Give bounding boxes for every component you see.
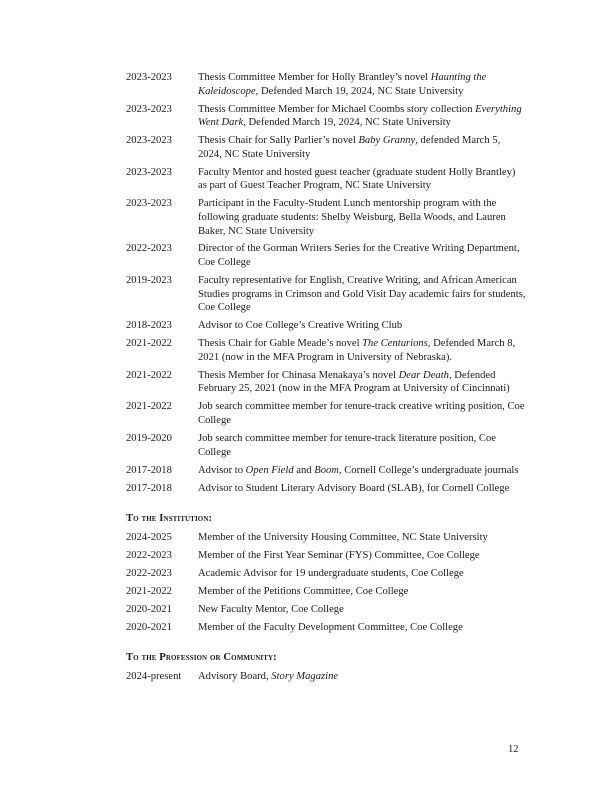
service-entry bbox=[126, 567, 526, 581]
entry-year: 2019-2023 bbox=[126, 275, 172, 287]
description-text: Faculty Mentor and hosted guest teacher (graduate student Holly Brantley) as part of Guest Teacher Program, NC State University bbox=[198, 166, 516, 192]
description-text: , Cornell College’s undergraduate journals bbox=[338, 464, 519, 476]
entry-description bbox=[198, 670, 526, 684]
section-heading-community: To the Profession or Community: bbox=[126, 651, 277, 663]
entry-year: 2022-2023 bbox=[126, 568, 172, 580]
italic-title: Boom bbox=[314, 464, 339, 476]
cv-page bbox=[126, 71, 526, 688]
service-entry bbox=[126, 274, 526, 315]
entry-year: 2023-2023 bbox=[126, 103, 172, 115]
entry-year: 2020-2021 bbox=[126, 604, 172, 616]
community-list bbox=[126, 670, 526, 684]
entry-year: 2017-2018 bbox=[126, 482, 172, 494]
service-entry bbox=[126, 400, 526, 427]
entry-description bbox=[198, 603, 526, 617]
entry-year: 2022-2023 bbox=[126, 550, 172, 562]
entry-description bbox=[198, 166, 526, 193]
description-text: Member of the University Housing Committee, NC State University bbox=[198, 532, 488, 544]
entry-year: 2022-2023 bbox=[126, 243, 172, 255]
description-text: , Defended March 19, 2024, NC State University bbox=[255, 85, 464, 97]
service-entry bbox=[126, 166, 526, 193]
service-entry bbox=[126, 319, 526, 333]
description-text: , Defended March 8, 2021 (now in the MFA Program in University of Nebraska). bbox=[198, 338, 516, 363]
entry-year: 2023-2023 bbox=[126, 166, 172, 178]
entry-description bbox=[198, 621, 526, 635]
service-entry bbox=[126, 134, 526, 161]
entry-year: 2020-2021 bbox=[126, 622, 172, 634]
service-entry bbox=[126, 603, 526, 617]
service-list bbox=[126, 71, 526, 495]
italic-title: Baby Granny bbox=[358, 135, 416, 147]
entry-year: 2019-2020 bbox=[126, 432, 172, 444]
entry-year: 2018-2023 bbox=[126, 320, 172, 332]
section-heading-institution: To the Institution: bbox=[126, 513, 213, 525]
entry-description bbox=[198, 369, 526, 396]
italic-title: Dear Death bbox=[398, 369, 449, 381]
description-text: Job search committee member for tenure-track literature position, Coe College bbox=[198, 432, 496, 458]
service-entry bbox=[126, 549, 526, 563]
service-entry bbox=[126, 242, 526, 269]
entry-year: 2021-2022 bbox=[126, 338, 172, 350]
description-text: Thesis Member for Chinasa Menakaya’s novel bbox=[198, 369, 399, 381]
description-text: Member of the Faculty Development Committee, Coe College bbox=[198, 622, 463, 634]
institution-list bbox=[126, 531, 526, 635]
service-entry bbox=[126, 531, 526, 545]
page-number: 12 bbox=[508, 744, 519, 755]
entry-description bbox=[198, 274, 526, 315]
entry-description bbox=[198, 319, 526, 333]
description-text: Thesis Chair for Sally Parlier’s novel bbox=[198, 135, 359, 147]
service-entry bbox=[126, 585, 526, 599]
service-entry bbox=[126, 103, 526, 130]
entry-description bbox=[198, 531, 526, 545]
service-entry bbox=[126, 197, 526, 238]
entry-year: 2021-2022 bbox=[126, 401, 172, 413]
entry-description bbox=[198, 242, 526, 269]
entry-year: 2023-2023 bbox=[126, 72, 172, 83]
service-entry bbox=[126, 482, 526, 496]
description-text: Advisor to Coe College’s Creative Writing Club bbox=[198, 320, 403, 332]
entry-description bbox=[198, 400, 526, 427]
description-text: , defended March 5, 2024, NC State University bbox=[198, 135, 501, 160]
description-text: Thesis Committee Member for Holly Brantley’s novel bbox=[198, 72, 431, 83]
entry-description bbox=[198, 71, 526, 98]
service-entry bbox=[126, 670, 526, 684]
description-text: Advisory Board, bbox=[198, 670, 272, 682]
entry-year: 2024-present bbox=[126, 670, 182, 682]
service-entry bbox=[126, 621, 526, 635]
description-text: New Faculty Mentor, Coe College bbox=[198, 604, 344, 616]
italic-title: Open Field bbox=[245, 464, 294, 476]
description-text: Academic Advisor for 19 undergraduate students, Coe College bbox=[198, 568, 464, 580]
service-entry bbox=[126, 337, 526, 364]
entry-description bbox=[198, 464, 526, 478]
description-text: Member of the Petitions Committee, Coe College bbox=[198, 586, 409, 598]
entry-description bbox=[198, 197, 526, 238]
service-entry bbox=[126, 464, 526, 478]
italic-title: The Centurions bbox=[362, 338, 428, 350]
italic-title: Everything Went Dark bbox=[198, 103, 522, 129]
description-text: Participant in the Faculty-Student Lunch mentorship program with the following graduate students: Shelby Weisburg, Bella Woods, and Lauren Baker, NC State University bbox=[198, 198, 506, 237]
entry-description bbox=[198, 134, 526, 161]
italic-title: Story Magazine bbox=[271, 670, 339, 682]
entry-description bbox=[198, 585, 526, 599]
description-text: Thesis Committee Member for Michael Coombs story collection bbox=[198, 103, 476, 115]
description-text: Director of the Gorman Writers Series for the Creative Writing Department, Coe College bbox=[198, 243, 520, 269]
description-text: Advisor to bbox=[198, 464, 246, 476]
description-text: and bbox=[293, 464, 315, 476]
entry-description bbox=[198, 482, 526, 496]
service-entry bbox=[126, 71, 526, 98]
entry-year: 2021-2022 bbox=[126, 586, 172, 598]
entry-year: 2017-2018 bbox=[126, 464, 172, 476]
entry-description bbox=[198, 432, 526, 459]
italic-title: Haunting the Kaleidoscope bbox=[198, 72, 487, 97]
entry-year: 2021-2022 bbox=[126, 369, 172, 381]
description-text: Job search committee member for tenure-track creative writing position, Coe College bbox=[198, 401, 525, 426]
entry-year: 2023-2023 bbox=[126, 135, 172, 147]
entry-description bbox=[198, 549, 526, 563]
entry-year: 2024-2025 bbox=[126, 532, 172, 544]
entry-year: 2023-2023 bbox=[126, 198, 172, 210]
service-entry bbox=[126, 369, 526, 396]
service-entry bbox=[126, 432, 526, 459]
entry-description bbox=[198, 103, 526, 130]
description-text: Advisor to Student Literary Advisory Board (SLAB), for Cornell College bbox=[198, 482, 510, 494]
entry-description bbox=[198, 337, 526, 364]
description-text: Member of the First Year Seminar (FYS) Committee, Coe College bbox=[198, 550, 480, 562]
description-text: , Defended March 19, 2024, NC State University bbox=[243, 117, 451, 129]
description-text: Faculty representative for English, Creative Writing, and African American Studies programs in Crimson and Gold Visit Day academic fairs for students, Coe College bbox=[198, 275, 526, 314]
entry-description bbox=[198, 567, 526, 581]
description-text: Thesis Chair for Gable Meade’s novel bbox=[198, 338, 363, 350]
description-text: , Defended February 25, 2021 (now in the MFA Program at University of Cincinnati) bbox=[198, 369, 510, 395]
